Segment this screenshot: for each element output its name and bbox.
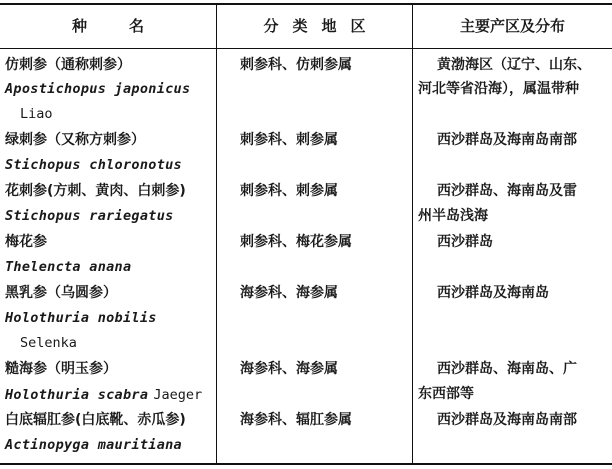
species-cn-name: 花刺参(方刺、黄肉、白刺参) <box>5 183 186 199</box>
species-cn-name: 黑乳参（乌圆参） <box>5 285 117 301</box>
species-latin-name: Stichopus rariegatus <box>5 208 174 224</box>
table-bottom-rule <box>0 463 612 465</box>
species-author: Selenka <box>20 335 77 351</box>
species-cn-name: 绿刺参（又称方刺参） <box>5 132 145 148</box>
species-distribution-cont: 州半岛浅海 <box>418 208 488 224</box>
species-distribution: 西沙群岛、海南岛及雷 <box>437 183 577 199</box>
species-classification: 刺参科、梅花参属 <box>240 234 352 250</box>
header-distribution: 主要产区及分布 <box>459 17 565 35</box>
species-distribution: 西沙群岛及海南岛南部 <box>437 132 577 148</box>
species-cn-name: 糙海参（明玉参） <box>5 361 117 377</box>
species-cn-name: 梅花参 <box>5 234 47 250</box>
species-author: Liao <box>20 106 53 122</box>
table-body <box>0 49 612 463</box>
header-species: 种名 <box>71 17 186 35</box>
species-latin-name: Actinopyga mauritiana <box>5 437 182 453</box>
species-classification: 刺参科、刺参属 <box>240 132 338 148</box>
species-classification: 海参科、海参属 <box>240 361 338 377</box>
species-latin-line <box>5 382 202 406</box>
species-distribution: 西沙群岛、海南岛、广 <box>437 361 577 377</box>
species-classification: 海参科、海参属 <box>240 285 338 301</box>
species-latin-name: Stichopus chloronotus <box>5 157 182 173</box>
species-classification: 刺参科、刺参属 <box>240 183 338 199</box>
species-latin-name: Holothuria nobilis <box>5 310 157 326</box>
species-latin-name: Thelencta anana <box>5 259 132 275</box>
species-distribution-cont: 东西部等 <box>418 386 474 402</box>
species-cn-name: 仿刺参（通称刺参） <box>5 57 131 73</box>
species-distribution: 西沙群岛 <box>437 234 493 250</box>
species-distribution: 西沙群岛及海南岛 <box>437 285 549 301</box>
species-classification: 刺参科、仿刺参属 <box>240 57 352 73</box>
species-classification: 海参科、辐肛参属 <box>240 412 352 428</box>
species-distribution: 西沙群岛及海南岛南部 <box>437 412 577 428</box>
header-classification: 分类地区 <box>263 17 380 35</box>
species-distribution-cont: 河北等省沿海），属温带种 <box>418 81 579 97</box>
species-distribution: 黄渤海区（辽宁、山东、 <box>437 57 591 73</box>
species-latin-name: Apostichopus japonicus <box>5 81 191 97</box>
species-cn-name: 白底辐肛参(白底靴、赤瓜参) <box>5 412 186 428</box>
species-author: Jaeger <box>153 387 203 403</box>
species-latin-name: Holothuria scabra <box>5 387 149 403</box>
